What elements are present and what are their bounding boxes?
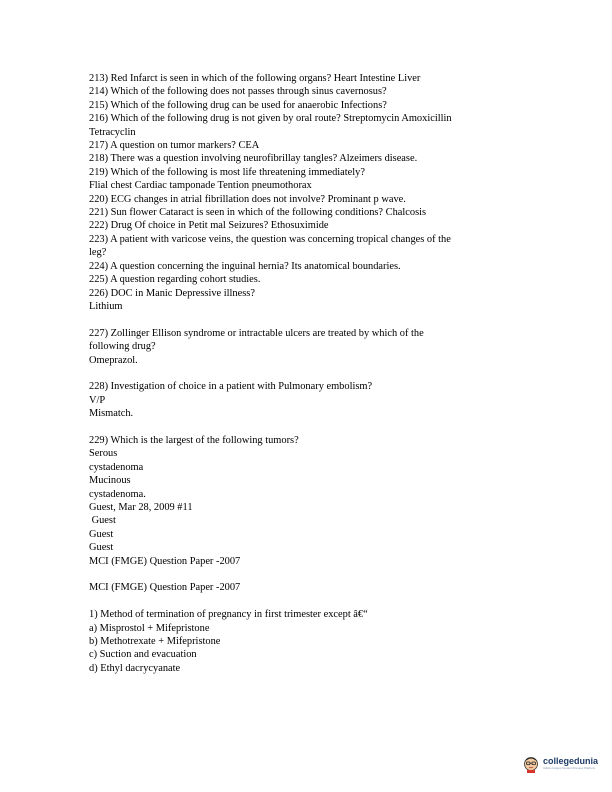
- text-line: MCI (FMGE) Question Paper -2007: [89, 555, 241, 567]
- text-line: following drug?: [89, 341, 156, 353]
- option-line: b) Methotrexate + Mifepristone: [89, 635, 221, 647]
- paragraph-gap: [89, 568, 519, 581]
- text-line: 227) Zollinger Ellison syndrome or intractable ulcers are treated by which of the: [89, 327, 424, 339]
- paragraph-gap: [89, 595, 519, 608]
- document-body: [89, 72, 519, 675]
- question-block-229: [89, 434, 519, 568]
- text-line: 220) ECG changes in atrial fibrillation does not involve? Prominant p wave.: [89, 193, 406, 205]
- logo-text: collegedunia: [542, 756, 598, 766]
- text-line: 215) Which of the following drug can be used for anaerobic Infections?: [89, 99, 387, 111]
- question-block-228: [89, 380, 519, 420]
- question-block-227: [89, 327, 519, 367]
- text-line: 213) Red Infarct is seen in which of the following organs? Heart Intestine Liver: [89, 73, 421, 84]
- text-line: Guest: [89, 542, 114, 554]
- text-line: 216) Which of the following drug is not given by oral route? Streptomycin Amoxicillin: [89, 113, 452, 125]
- paper-heading-block: [89, 581, 519, 594]
- text-line: 223) A patient with varicose veins, the question was concerning tropical changes of the: [89, 233, 451, 245]
- text-line: 224) A question concerning the inguinal hernia? Its anatomical boundaries.: [89, 260, 401, 272]
- text-line: Lithium: [89, 300, 123, 312]
- text-line: 228) Investigation of choice in a patient with Pulmonary embolism?: [89, 381, 373, 393]
- paragraph-gap: [89, 313, 519, 326]
- questions-block-213-226: [89, 72, 519, 313]
- option-line: d) Ethyl dacrycyanate: [89, 662, 181, 674]
- text-line: cystadenoma.: [89, 488, 146, 500]
- text-line: 1) Method of termination of pregnancy in first trimester except â€“: [89, 609, 368, 621]
- text-line: V/P: [89, 394, 106, 406]
- text-line: Serous: [89, 448, 118, 460]
- text-line: Guest: [89, 528, 114, 540]
- text-line: 221) Sun flower Cataract is seen in which of the following conditions? Chalcosis: [89, 207, 427, 219]
- text-line: 218) There was a question involving neurofibrillay tangles? Alzeimers disease.: [89, 153, 418, 165]
- text-line: leg?: [89, 247, 107, 259]
- paper-heading: MCI (FMGE) Question Paper -2007: [89, 582, 241, 594]
- text-line: Omeprazol.: [89, 354, 138, 366]
- text-line: 219) Which of the following is most life threatening immediately?: [89, 166, 365, 178]
- text-line: 229) Which is the largest of the following tumors?: [89, 434, 299, 446]
- collegedunia-logo: [522, 752, 598, 774]
- text-line: Mismatch.: [89, 408, 134, 420]
- text-line: cystadenoma: [89, 461, 144, 473]
- text-line: 214) Which of the following does not passes through sinus cavernosus?: [89, 86, 387, 98]
- question-block-1: [89, 608, 519, 675]
- text-line: 225) A question regarding cohort studies.: [89, 274, 261, 286]
- logo-tagline: India's largest Student Review Platform: [542, 766, 596, 770]
- text-line: Guest, Mar 28, 2009 #11: [89, 501, 193, 513]
- text-line: 226) DOC in Manic Depressive illness?: [89, 287, 255, 299]
- text-line: Flial chest Cardiac tamponade Tention pneumothorax: [89, 180, 312, 192]
- logo-wordmark: [543, 756, 598, 770]
- option-line: c) Suction and evacuation: [89, 649, 197, 661]
- text-line: 217) A question on tumor markers? CEA: [89, 140, 260, 152]
- text-line: 222) Drug Of choice in Petit mal Seizures? Ethosuximide: [89, 220, 329, 232]
- paragraph-gap: [89, 367, 519, 380]
- mascot-icon: [522, 753, 540, 773]
- text-line: Tetracyclin: [89, 126, 136, 138]
- text-line: Mucinous: [89, 475, 131, 487]
- text-line: Guest: [89, 515, 116, 527]
- option-line: a) Misprostol + Mifepristone: [89, 622, 210, 634]
- paragraph-gap: [89, 421, 519, 434]
